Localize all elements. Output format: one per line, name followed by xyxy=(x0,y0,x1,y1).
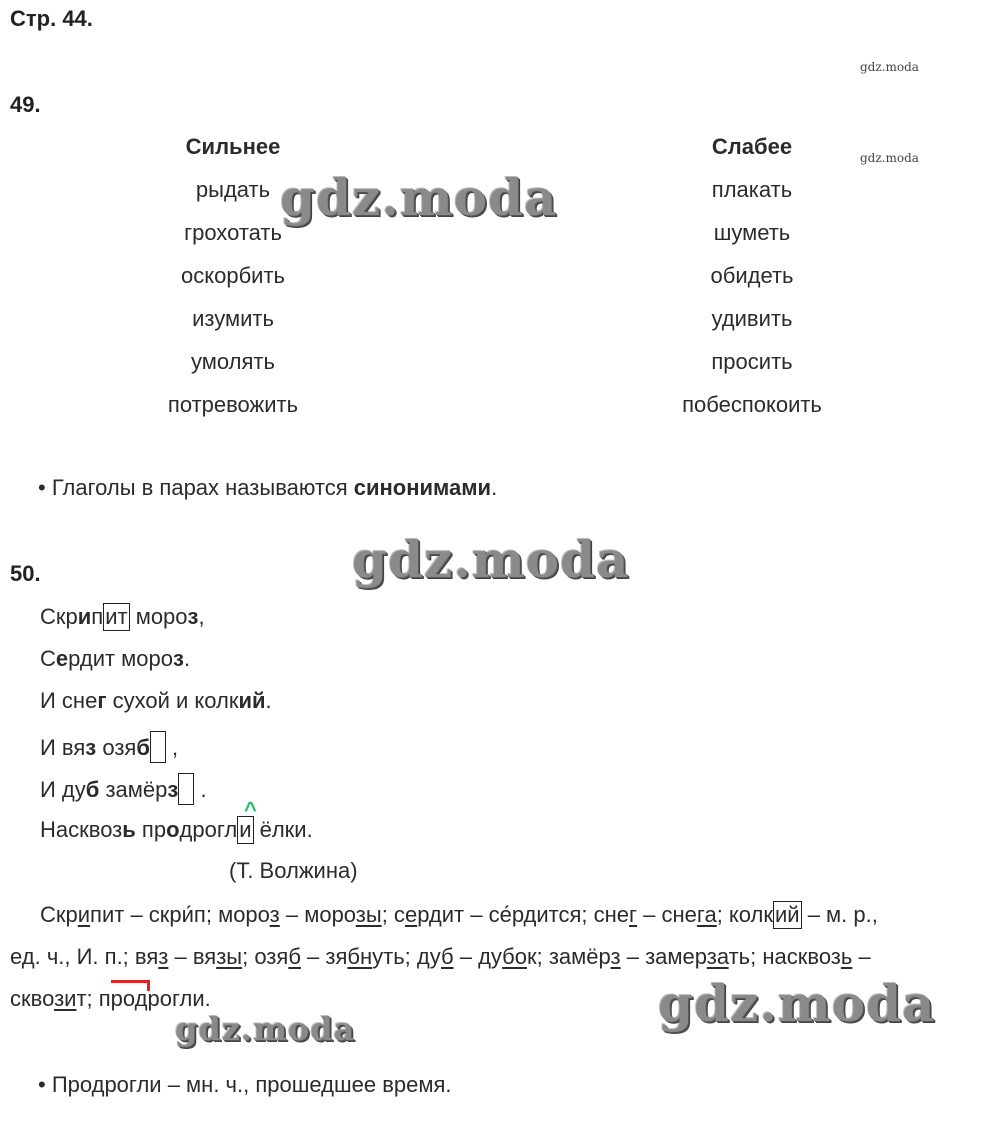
watermark-small: gdz.moda xyxy=(860,60,919,74)
word-stronger: изумить xyxy=(192,306,274,331)
analysis-line-2: ед. ч., И. п.; вяз – вязы; озяб – зябнуть; дуб – дубок; замёрз – замерзать; насквозь – xyxy=(10,944,871,969)
exercise-49-number: 49. xyxy=(10,92,41,117)
watermark-small: gdz.moda xyxy=(860,151,919,165)
word-stronger: потревожить xyxy=(167,392,299,417)
column-weaker-title: Слабее xyxy=(711,134,793,159)
poem-line-3: И снег сухой и колкий. xyxy=(40,688,272,713)
exercise-50-number: 50. xyxy=(10,561,41,586)
word-weaker: удивить xyxy=(711,306,793,331)
word-weaker: просить xyxy=(711,349,793,374)
poem-line-6: Насквозь продрогли ёлки. xyxy=(40,817,313,842)
watermark-large: gdz.moda xyxy=(280,168,558,227)
exercise-50-note: • Продрогли – мн. ч., прошедшее время. xyxy=(38,1072,452,1097)
poem-line-1: Скрипит мороз, xyxy=(40,604,205,629)
empty-ending-box xyxy=(150,731,166,763)
word-stronger: оскорбить xyxy=(180,263,285,288)
watermark-medium: gdz.moda xyxy=(175,1010,356,1048)
exercise-49-note: • Глаголы в парах называются синонимами. xyxy=(38,475,498,500)
word-weaker: обидеть xyxy=(710,263,794,288)
poem-line-2: Сердит мороз. xyxy=(40,646,191,671)
column-weaker xyxy=(602,125,902,426)
column-stronger-title: Сильнее xyxy=(185,134,281,159)
word-stronger: грохотать xyxy=(184,220,282,245)
ending-box: и xyxy=(239,817,252,842)
suffix-caret-mark: ^ xyxy=(244,797,257,822)
poem-author: (Т. Волжина) xyxy=(229,858,358,883)
poem-line-5: И дуб замёрз . xyxy=(40,773,207,805)
analysis-line-3: сквозит; продрогли. xyxy=(10,986,211,1011)
watermark-large: gdz.moda xyxy=(352,530,630,589)
word-stronger: умолять xyxy=(191,349,275,374)
poem-line-4: И вяз озяб , xyxy=(40,731,178,763)
word-weaker: шуметь xyxy=(713,220,791,245)
analysis-line-1: Скрипит – скри́п; мороз – морозы; сердит – се́рдится; снег – снега; колкий – м. р., xyxy=(40,902,878,927)
empty-ending-box xyxy=(178,773,194,805)
watermark-large: gdz.moda xyxy=(658,974,936,1033)
word-weaker: побеспокоить xyxy=(682,392,822,417)
word-weaker: плакать xyxy=(711,177,793,202)
page-ref: Стр. 44. xyxy=(10,6,93,31)
ending-box: ит xyxy=(105,604,128,629)
word-stronger: рыдать xyxy=(195,177,271,202)
ending-box: ий xyxy=(775,902,800,927)
